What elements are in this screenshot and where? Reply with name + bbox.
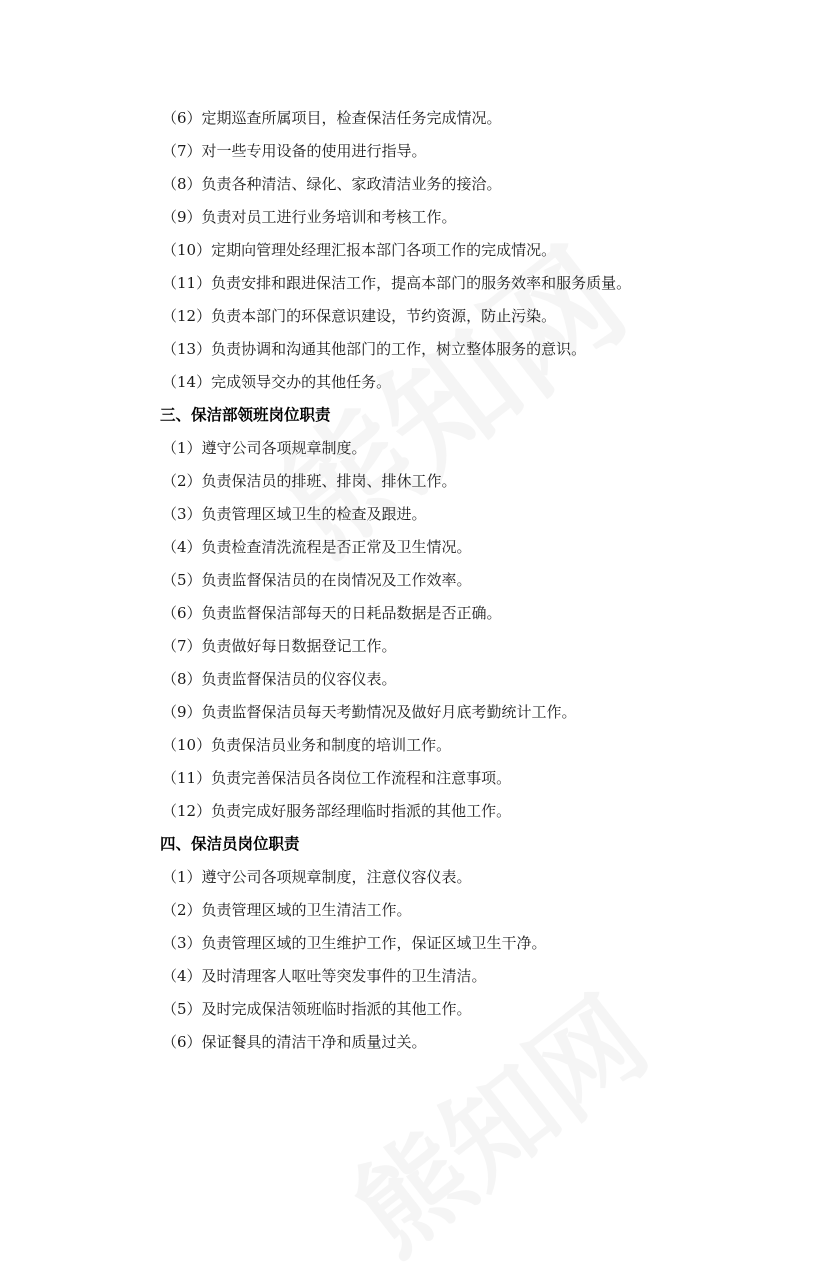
list-item: （11）负责完善保洁员各岗位工作流程和注意事项。 [162,769,512,787]
list-item: （8）负责监督保洁员的仪容仪表。 [162,670,397,688]
list-item: （13）负责协调和沟通其他部门的工作，树立整体服务的意识。 [162,340,587,358]
list-item: （6）定期巡查所属项目，检查保洁任务完成情况。 [162,109,502,127]
list-item: （12）负责完成好服务部经理临时指派的其他工作。 [162,802,512,820]
list-item: （5）负责监督保洁员的在岗情况及工作效率。 [162,571,472,589]
list-item: （12）负责本部门的环保意识建设，节约资源，防止污染。 [162,307,557,325]
list-item: （8）负责各种清洁、绿化、家政清洁业务的接洽。 [162,175,502,193]
section-cleaner-duties [160,828,780,1059]
list-item: （5）及时完成保洁领班临时指派的其他工作。 [162,1000,472,1018]
list-item: （11）负责安排和跟进保洁工作，提高本部门的服务效率和服务质量。 [162,274,632,292]
list-item: （6）负责监督保洁部每天的日耗品数据是否正确。 [162,604,502,622]
list-item: （10）负责保洁员业务和制度的培训工作。 [162,736,452,754]
list-item: （9）负责监督保洁员每天考勤情况及做好月底考勤统计工作。 [162,703,577,721]
list-item: （3）负责管理区域的卫生维护工作，保证区域卫生干净。 [162,934,547,952]
list-item: （6）保证餐具的清洁干净和质量过关。 [162,1033,427,1051]
list-item: （1）遵守公司各项规章制度。 [162,439,367,457]
list-item: （7）负责做好每日数据登记工作。 [162,637,397,655]
list-item: （2）负责管理区域的卫生清洁工作。 [162,901,412,919]
section-continued-list [160,102,780,399]
list-item: （7）对一些专用设备的使用进行指导。 [162,142,427,160]
list-item: （10）定期向管理处经理汇报本部门各项工作的完成情况。 [162,241,557,259]
document-body [160,102,780,1059]
list-item: （2）负责保洁员的排班、排岗、排休工作。 [162,472,457,490]
list-item: （4）及时清理客人呕吐等突发事件的卫生清洁。 [162,967,487,985]
list-item: （3）负责管理区域卫生的检查及跟进。 [162,505,427,523]
section-heading: 四、保洁员岗位职责 [160,835,300,853]
section-heading: 三、保洁部领班岗位职责 [160,406,331,424]
list-item: （14）完成领导交办的其他任务。 [162,373,392,391]
section-supervisor-duties [160,399,780,828]
list-item: （9）负责对员工进行业务培训和考核工作。 [162,208,457,226]
list-item: （1）遵守公司各项规章制度，注意仪容仪表。 [162,868,472,886]
list-item: （4）负责检查清洗流程是否正常及卫生情况。 [162,538,472,556]
